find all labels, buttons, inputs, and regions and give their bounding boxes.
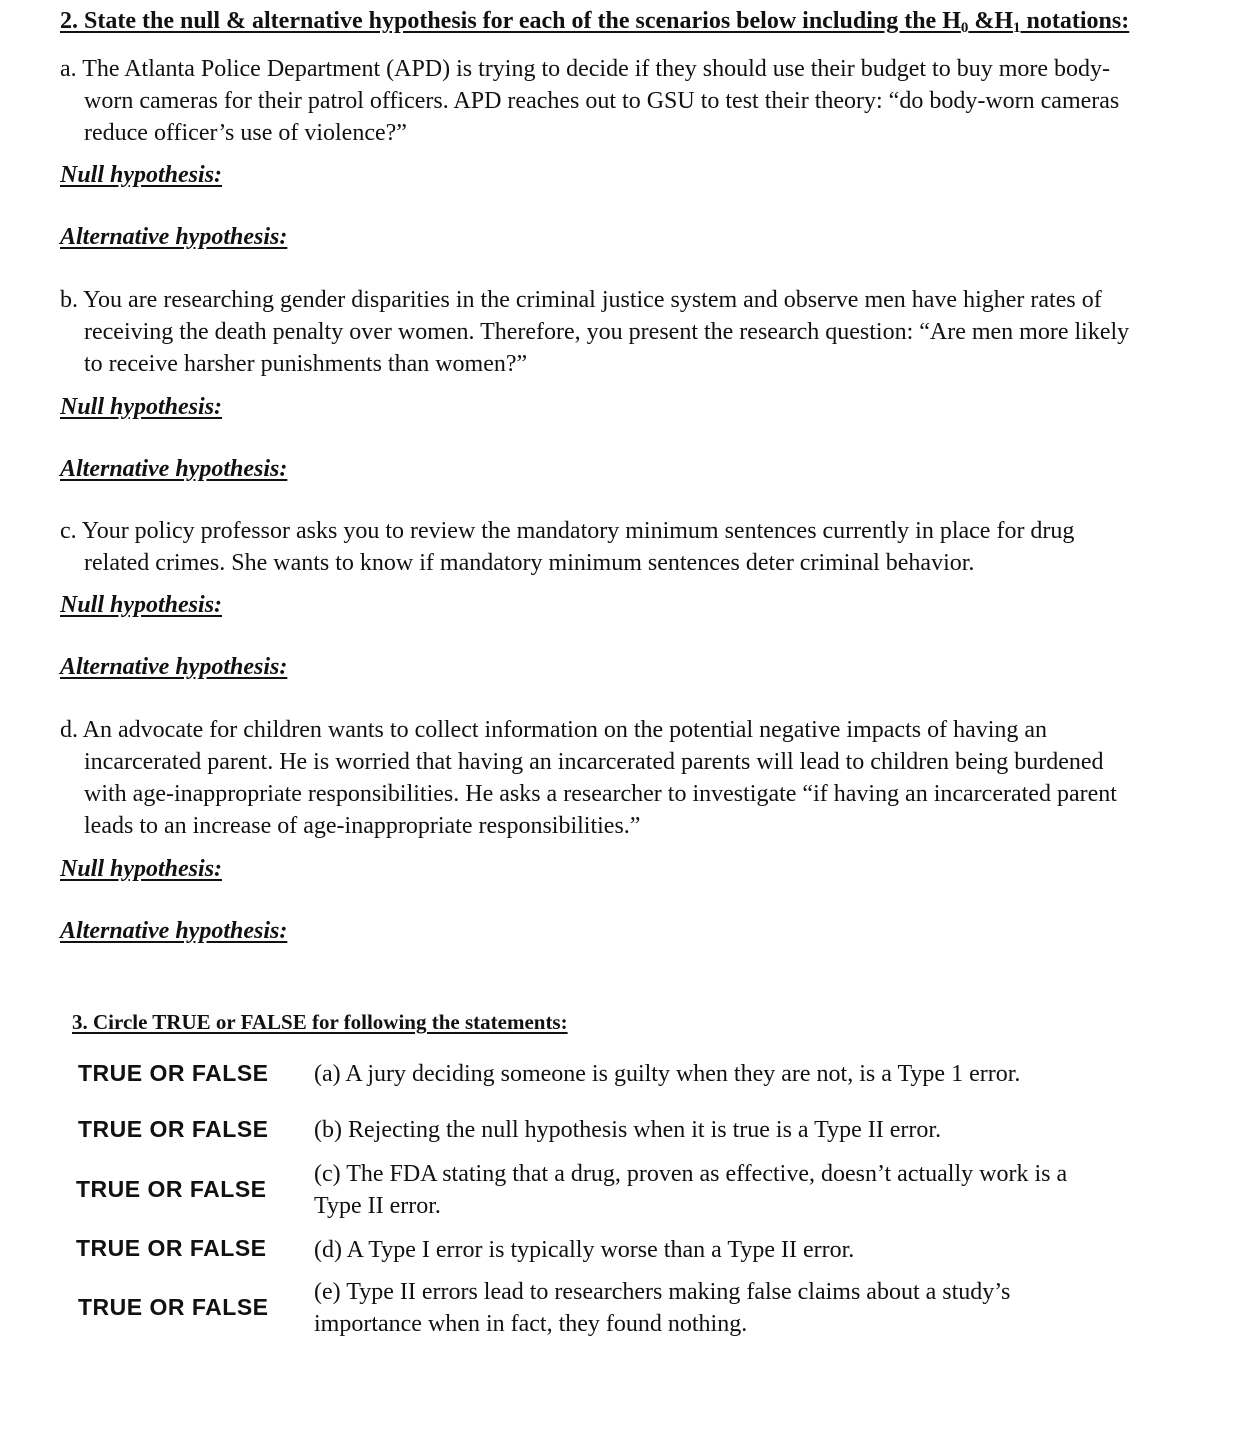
tf-statement-e-line-1: (e) Type II errors lead to researchers making false claims about a study’s	[314, 1279, 1011, 1305]
scenario-a-line-1: a. The Atlanta Police Department (APD) is trying to decide if they should use their budget to buy more body-	[60, 56, 1110, 82]
scenario-d-null-label: Null hypothesis:	[60, 856, 223, 882]
h0-subscript: 0	[960, 20, 969, 36]
tf-statement-a: (a) A jury deciding someone is guilty when they are not, is a Type 1 error.	[314, 1061, 1021, 1087]
heading-text-post: notations:	[1020, 8, 1130, 34]
scenario-c-line-1: c. Your policy professor asks you to review the mandatory minimum sentences currently in place for drug	[60, 518, 1075, 544]
scenario-b-line-2: receiving the death penalty over women. Therefore, you present the research question: “Are men more likely	[84, 319, 1130, 345]
section-3-heading: 3. Circle TRUE or FALSE for following the statements:	[72, 1010, 568, 1034]
scenario-c-null-label: Null hypothesis:	[60, 592, 223, 618]
scenario-a-alt-label: Alternative hypothesis:	[60, 224, 288, 250]
scenario-b-line-1: b. You are researching gender disparities in the criminal justice system and observe men have higher rates of	[60, 287, 1102, 313]
tf-choice-a[interactable]: TRUE OR FALSE	[78, 1060, 269, 1086]
tf-statement-b: (b) Rejecting the null hypothesis when it is true is a Type II error.	[314, 1117, 942, 1143]
tf-choice-d[interactable]: TRUE OR FALSE	[76, 1235, 267, 1261]
tf-statement-e-line-2: importance when in fact, they found nothing.	[314, 1311, 748, 1337]
tf-choice-b[interactable]: TRUE OR FALSE	[78, 1116, 269, 1142]
scenario-a-null-label: Null hypothesis:	[60, 162, 223, 188]
heading-text-mid: &H	[968, 8, 1014, 34]
scenario-a-line-3: reduce officer’s use of violence?”	[84, 120, 407, 146]
scenario-c-alt-label: Alternative hypothesis:	[60, 654, 288, 680]
scenario-a-line-2: worn cameras for their patrol officers. APD reaches out to GSU to test their theory: “do body-worn cameras	[84, 88, 1120, 114]
heading-text-pre: 2. State the null & alternative hypothesis for each of the scenarios below including the H	[60, 8, 961, 34]
scenario-b-line-3: to receive harsher punishments than women?”	[84, 351, 528, 377]
scenario-b-null-label: Null hypothesis:	[60, 394, 223, 420]
tf-statement-c-line-1: (c) The FDA stating that a drug, proven as effective, doesn’t actually work is a	[314, 1161, 1068, 1187]
scenario-c-line-2: related crimes. She wants to know if mandatory minimum sentences deter criminal behavior.	[84, 550, 975, 576]
section-2-heading	[60, 8, 1129, 37]
tf-statement-d: (d) A Type I error is typically worse than a Type II error.	[314, 1237, 855, 1263]
scenario-d-line-2: incarcerated parent. He is worried that having an incarcerated parents will lead to children being burdened	[84, 749, 1104, 775]
scenario-b-alt-label: Alternative hypothesis:	[60, 456, 288, 482]
scenario-d-line-4: leads to an increase of age-inappropriate responsibilities.”	[84, 813, 641, 839]
h1-subscript: 1	[1013, 20, 1021, 36]
scenario-d-line-1: d. An advocate for children wants to collect information on the potential negative impacts of having an	[60, 717, 1048, 743]
tf-statement-c-line-2: Type II error.	[314, 1193, 441, 1219]
scenario-d-line-3: with age-inappropriate responsibilities. He asks a researcher to investigate “if having an incarcerated parent	[84, 781, 1117, 807]
scenario-d-alt-label: Alternative hypothesis:	[60, 918, 288, 944]
tf-choice-c[interactable]: TRUE OR FALSE	[76, 1176, 267, 1202]
tf-choice-e[interactable]: TRUE OR FALSE	[78, 1294, 269, 1320]
